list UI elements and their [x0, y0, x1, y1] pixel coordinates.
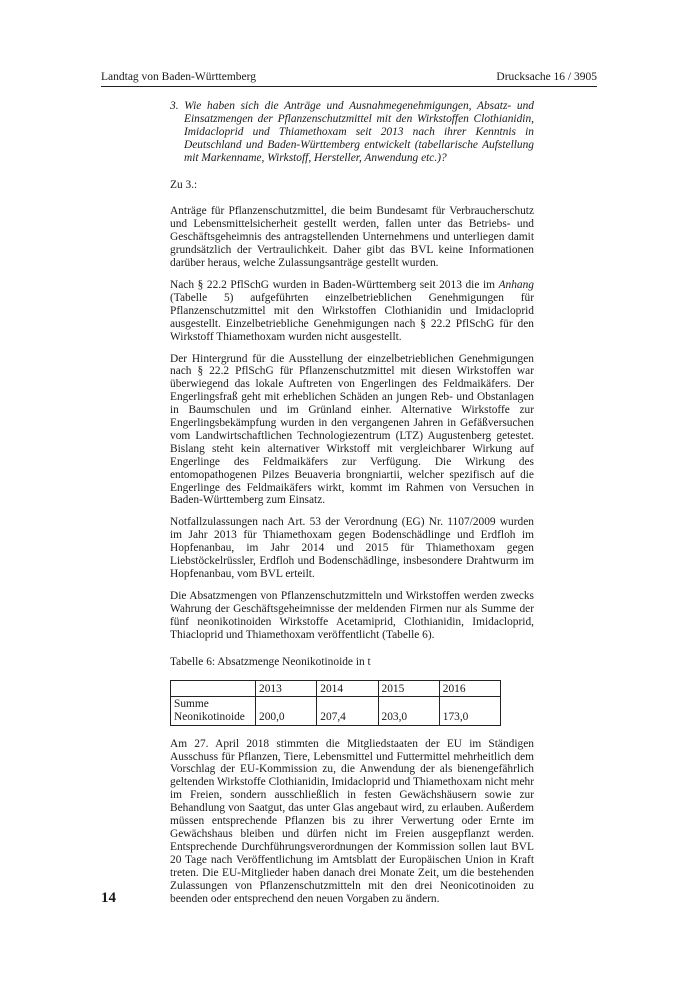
table-cell: 207,4 — [317, 697, 378, 725]
paragraph-emergency-approvals: Notfallzulassungen nach Art. 53 der Verordnung (EG) Nr. 1107/2009 wurden im Jahr 2013 für Thiamethoxam gegen Bodenschädlinge und Erdfloh im Hopfenanbau, im Jahr 2014 und 2015 für Thiamethoxam gegen Liebstöckelrüssler, Erdfloh und Bodenschädlinge, insbesondere Drahtwurm im Hopfenanbau, vom BVL erteilt. — [170, 516, 534, 580]
paragraph-confidentiality: Anträge für Pflanzenschutzmittel, die beim Bundesamt für Verbraucherschutz und Lebensmittelsicherheit gestellt werden, fallen unter das Betriebs- und Geschäftsgeheimnis des antragstellenden Unternehmens und unterliegen damit grundsätzlich der Vertraulichkeit. Daher gibt das BVL keine Informationen darüber heraus, welche Zulassungsanträge gestellt wurden. — [170, 205, 534, 270]
sales-table — [170, 680, 501, 725]
table-caption: Tabelle 6: Absatzmenge Neonikotinoide in t — [170, 655, 371, 668]
table-header-cell: 2014 — [317, 681, 378, 697]
table-cell: 200,0 — [256, 697, 317, 725]
row-label-line-1: Summe — [174, 698, 209, 711]
table-header-cell: 2016 — [439, 681, 500, 697]
header-document-number: Drucksache 16 / 3905 — [496, 71, 597, 83]
table-header-cell — [171, 681, 256, 697]
answer-heading: Zu 3.: — [170, 178, 198, 191]
table-row-label — [171, 697, 256, 725]
paragraph-permits-start: Nach § 22.2 PflSchG wurden in Baden-Württemberg seit 2013 die im — [170, 278, 499, 291]
paragraph-permits-end: (Tabelle 5) aufgeführten einzelbetrieblichen Genehmigungen für Pflanzenschutzmittel mit den Wirkstoffen Clothianidin und Imidacloprid ausgestellt. Einzelbetriebliche Genehmigungen nach § 22.2 PflSchG für den Wirkstoff Thiamethoxam wurden nicht ausgestellt. — [170, 291, 534, 343]
page-number: 14 — [101, 890, 116, 906]
row-label-line-2: Neonikotinoide — [174, 711, 245, 724]
table-header-cell: 2013 — [256, 681, 317, 697]
table-row — [171, 697, 501, 725]
paragraph-permits — [170, 279, 534, 344]
page-header — [101, 70, 597, 86]
header-parliament-name: Landtag von Baden-Württemberg — [101, 71, 256, 83]
question-text: 3. Wie haben sich die Anträge und Ausnahmegenehmigungen, Absatz- und Einsatzmengen der Pflanzenschutzmittel mit den Wirkstoffen Clothianidin, Imidacloprid und Thiamethoxam seit 2013 nach ihrer Kenntnis in Deutschland und Baden-Württemberg entwickelt (tabellarische Aufstellung mit Markenname, Wirkstoff, Hersteller, Anwendung etc.)? — [170, 100, 534, 164]
paragraph-sales-volumes: Die Absatzmengen von Pflanzenschutzmitteln und Wirkstoffen werden zwecks Wahrung der Geschäftsgeheimnisse der meldenden Firmen nur als Summe der fünf neonikotinoiden Wirkstoffe Acetamiprid, Clothianidin, Imidacloprid, Thiacloprid und Thiamethoxam veröffentlicht (Tabelle 6). — [170, 589, 534, 641]
annex-reference: Anhang — [498, 278, 534, 291]
table-header-cell: 2015 — [378, 681, 439, 697]
page-body — [170, 100, 534, 914]
paragraph-eu-decision: Am 27. April 2018 stimmten die Mitgliedstaaten der EU im Ständigen Ausschuss für Pflanzen, Tiere, Lebensmittel und Futtermittel mehrheitlich dem Vorschlag der EU-Kommission zu, die Anwendung der als bienengefährlich geltenden Wirkstoffe Clothianidin, Imidacloprid und Thiamethoxam nicht mehr im Freien, sondern ausschließlich in festen Gewächshäusern sowie zur Behandlung von Saatgut, das unter Glas angebaut wird, zu erlauben. Außerdem müssen entsprechende Pflanzen bis zu ihrer Verwertung oder Ernte im Gewächshaus bleiben und dürfen nicht im Freien ausgepflanzt werden. Entsprechende Durchführungsverordnungen der Kommission sollen laut BVL 20 Tage nach Veröffentlichung im Amtsblatt der Europäischen Union in Kraft treten. Die EU-Mitglieder haben danach drei Monate Zeit, um die bestehenden Zulassungen von Pflanzenschutzmitteln mit den drei Neonicotinoiden zu beenden oder entsprechend den neuen Vorgaben zu ändern. — [170, 737, 534, 905]
paragraph-background: Der Hintergrund für die Ausstellung der einzelbetrieblichen Genehmigungen nach § 22.2 PflSchG für Pflanzenschutzmittel mit diesen Wirkstoffen war überwiegend das lokale Auftreten von Engerlingen des Feldmaikäfers. Der Engerlingsfraß geht mit erheblichen Schäden an jungen Reb- und Obstanlagen in Baumschulen und im Grünland einher. Alternative Wirkstoffe zur Engerlingsbekämpfung wurden in den vergangenen Jahren in Gefäßversuchen vom Landwirtschaftlichen Technologiezentrum (LTZ) Augustenberg getestet. Bislang steht kein alternativer Wirkstoff mit vergleichbarer Wirkung auf Engerlinge des Feldmaikäfers zur Verfügung. Die Wirkung des entomopathogenen Pilzes Beuaveria brongniartii, welcher spezifisch auf die Engerlinge des Feldmaikäfers wirkt, kommt im Rahmen von Versuchen in Baden-Württemberg zum Einsatz. — [170, 352, 534, 507]
table-header-row — [171, 681, 501, 697]
table-cell: 203,0 — [378, 697, 439, 725]
header-divider — [101, 86, 597, 87]
table-cell: 173,0 — [439, 697, 500, 725]
